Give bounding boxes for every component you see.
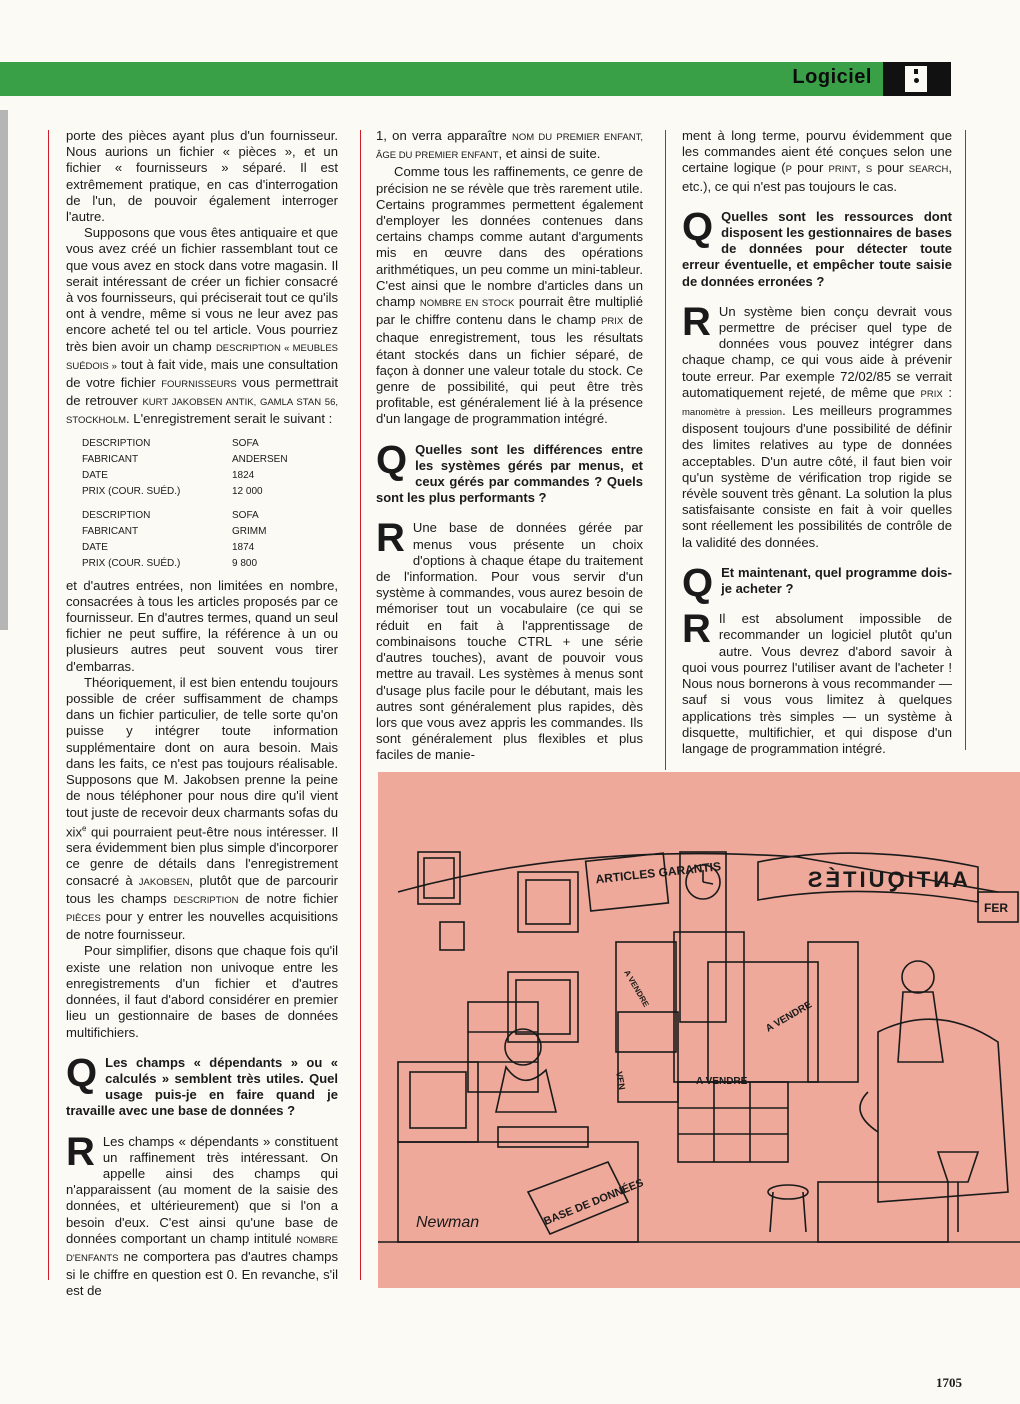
paragraph: 1, on verra apparaître NOM DU PREMIER ENFANT, ÂGE DU PREMIER ENFANT, et ainsi de suite. <box>376 128 643 162</box>
table-row: DATE 1824 <box>82 469 255 481</box>
person-body <box>898 992 943 1062</box>
column-1 <box>66 128 338 1306</box>
section-title: Logiciel <box>792 66 872 88</box>
sign-articles-text: ARTICLES GARANTIS <box>594 859 722 887</box>
question-block <box>682 204 952 290</box>
r-initial: R <box>682 607 711 652</box>
answer-block <box>682 299 953 551</box>
question-block <box>376 437 643 507</box>
r-initial: R <box>66 1129 95 1174</box>
page-edge-tab <box>0 110 8 630</box>
paragraph: et d'autres entrées, non limitées en nombre, consacrées à tous les articles proposés par ce fournisseur. En d'autres termes, quand un seul fichier ne peut suffire, la référence à un ou plusieurs autres peut souvent vous tirer d'embarras. <box>66 577 338 674</box>
sign-antiquites-text: ANTIQUITÉS <box>804 867 968 892</box>
question-text: Quelles sont les ressources dont disposent les gestionnaires de bases de données pour détecter toute erreur éventuelle, et empêcher toute saisie de données erronées ? <box>682 208 952 289</box>
q-initial: Q <box>376 437 408 482</box>
filing-cabinet <box>678 1082 788 1162</box>
r-initial: R <box>376 516 405 561</box>
label-vendre: VEN <box>614 1070 628 1091</box>
filing-cabinet <box>674 932 744 1082</box>
q-initial: Q <box>682 204 714 249</box>
question-block <box>66 1050 338 1120</box>
floppy-disk-icon <box>883 62 951 96</box>
column-rule <box>665 130 666 770</box>
paragraph: Pour simplifier, disons que chaque fois qu'il existe une relation non univoque entre les enregistrements d'un fichier et d'autres données, il faut d'abord considérer en premier lieu un gestionnaire de bases de données multifichiers. <box>66 943 338 1040</box>
label-a-vendre: A VENDRE <box>696 1076 748 1087</box>
label-a-vendre: A VENDRE <box>622 968 651 1009</box>
label-base-de-donnees: BASE DE DONNÉES <box>542 1176 646 1228</box>
column-rule <box>48 130 49 1280</box>
label-a-vendre: A VENDRE <box>764 999 814 1035</box>
table-row: FABRICANT ANDERSEN <box>82 453 288 465</box>
question-text: Et maintenant, quel programme dois-je acheter ? <box>721 564 952 597</box>
column-3 <box>682 128 952 763</box>
table-row: DATE 1874 <box>82 541 255 553</box>
answer-block <box>376 516 643 763</box>
column-rule <box>965 130 966 750</box>
paragraph: Supposons que vous êtes antiquaire et que vous avez créé un fichier rassemblant tout ce que vous avez en stock dans votre magasin. Il serait intéressant de créer un fichier consacré à vos fournisseurs, qui préciserait tout ce qu'ils ont à vendre, même si vous ne leur avez pas encore acheté tel ou tel article. Vous pourriez très bien avoir un champ DESCRIPTION « MEUBLES SUÉDOIS » tout à fait vide, mais une consultation de votre fichier FOURNISSEURS vous permettrait de retrouver KURT JAKOBSEN ANTIK, GAMLA STAN 56, STOCKHOLM. L'enregistrement serait le suivant : <box>66 225 339 427</box>
person-body <box>496 1067 556 1112</box>
lamp <box>938 1152 978 1182</box>
person-head <box>902 961 934 993</box>
r-initial: R <box>682 299 711 344</box>
answer-text: Une base de données gérée par menus vous présente un choix d'options à chaque étape du traitement de l'information. Pour vous servir d'un système à commandes, vous aurez besoin de mémoriser tout un vocabulaire (ce qui se réduit en fait à l'apprentissage de combinaisons touche CTRL + une série d'autres touches), avant de pouvoir vous mettre au travail. Les systèmes à menus sont d'usage plus facile pour le débutant, mais les autres sont généralement plus rapides, dès lors que vous avez appris les commandes. Ils sont généralement plus flexibles et plus faciles de manie- <box>376 520 643 763</box>
page-number: 1705 <box>936 1375 962 1390</box>
question-block <box>682 560 952 605</box>
answer-block <box>682 607 952 757</box>
answer-text: Il est absolument impossible de recommander un logiciel plutôt qu'un autre. Vous devrez d'abord savoir à quoi vous pourrez l'utiliser avant de l'acheter ! Nous nous bornerons à vous recommander — sauf si vous vous limitez à quelques applications très simples — un système à disquette, multifichier, et qui dispose d'un langage de programmation intégré. <box>682 611 952 756</box>
picture-frame <box>518 872 578 932</box>
record-table <box>82 436 288 572</box>
picture-frame <box>440 922 464 950</box>
keyboard <box>498 1127 588 1147</box>
answer-text: Un système bien conçu devrait vous permettre de préciser quel type de données vous pouvez intégrer dans chaque champ, ce qui vous aide à prévenir toute erreur. Par exemple 72/02/85 se verrait automatiquement rejeté, de même que PRIX : manomètre à pression. Les meilleurs programmes disposent toujours d'une possibilité de définir des limites relatives au type de données acceptables. D'un autre côté, il faut bien voir qu'un système de vérification trop rigide se révèle souvent très gênant. La solution la plus satisfaisante consiste en fait à voir quelles sont réellement les possibilités de contrôle de la validité des données. <box>682 303 953 550</box>
stool <box>768 1185 808 1199</box>
table-row: PRIX (COUR. SUÉD.) 9 800 <box>82 557 258 569</box>
table-row: DESCRIPTION SOFA <box>82 509 259 521</box>
antique-shop-drawing <box>378 772 1020 1288</box>
cartoon-illustration <box>378 772 1020 1288</box>
answer-block <box>66 1129 338 1300</box>
column-2 <box>376 128 643 770</box>
question-text: Quelles sont les différences entre les systèmes gérés par menus, et ceux gérés par commandes ? Quels sont les plus performants ? <box>376 441 643 506</box>
side-table <box>818 1182 948 1242</box>
question-text: Les champs « dépendants » ou « calculés » semblent très utiles. Quel usage puis-je en faire quand je travaille avec une base de données ? <box>66 1054 338 1119</box>
table-row: FABRICANT GRIMM <box>82 525 267 537</box>
filing-cabinet <box>808 942 858 1082</box>
paragraph: Théoriquement, il est bien entendu toujours possible de créer suffisamment de champs dans un fichier particulier, de telle sorte qu'on puisse y intégrer toute information supplémentaire dont on aura besoin. Mais dans les faits, ce n'est pas toujours réalisable. Supposons que M. Jakobsen prenne la peine de nous téléphoner pour nous dire qu'il vient tout juste de recevoir deux charmants sofas du xix$^e$ qui pourraient peut-être nous intéresser. Il sera évidemment bien plus simple d'incorporer ce genre de détails dans l'enregistrement consacré à JAKOBSEN, plutôt que de parcourir tous les champs DESCRIPTION de notre fichier PIÈCES pour y entrer les nouvelles acquisitions de notre fournisseur. <box>66 674 338 943</box>
q-initial: Q <box>682 560 714 605</box>
paragraph: ment à long terme, pourvu évidemment que les commandes aient été conçues selon une certaine logique (P pour PRINT, S pour SEARCH, etc.), ce qui n'est pas toujours le cas. <box>682 128 953 194</box>
sign-fer-text: FER <box>984 901 1008 915</box>
answer-text: Les champs « dépendants » constituent un raffinement très intéressant. On appelle ainsi des champs qui n'apparaissent (au moment de la saisie des données, et ultérieurement) que si l'on a besoin d'eux. C'est ainsi qu'une base de données comportant un champ intitulé NOMBRE D'ENFANTS ne comportera pas d'autres champs si le chiffre en question est 0. En revanche, s'il est de <box>66 1133 338 1299</box>
paragraph: porte des pièces ayant plus d'un fournisseur. Nous aurions un fichier « pièces », et un fichier « fournisseurs » séparé. Il est extrêmement pratique, en cas d'interrogation de l'un, de pouvoir également interroger l'autre. <box>66 128 338 225</box>
table-row: DESCRIPTION SOFA <box>82 437 259 449</box>
artist-signature: Newman <box>416 1214 480 1231</box>
armchair <box>878 1019 1008 1202</box>
paragraph: Comme tous les raffinements, ce genre de précision ne se révèle que très rarement utile. Certains programmes permettent également d'employer les données contenues dans certains champs comme autant d'arguments mis en œuvre dans des opérations arithmétiques, un peu comme un mini-tableur. C'est ainsi que le nombre d'articles dans un champ NOMBRE EN STOCK pourrait être multiplié par le chiffre contenu dans le champ PRIX de chaque enregistrement, tous les résultats étant stockés dans un fichier séparé, de façon à donner une valeur totale du stock. Ce genre de possibilité, qui peut être très profitable, est généralement lié à la présence d'un langage de programmation intégré. <box>376 164 643 427</box>
q-initial: Q <box>66 1050 98 1095</box>
table-row: PRIX (COUR. SUÉD.) 12 000 <box>82 485 263 497</box>
column-rule <box>360 130 361 1280</box>
